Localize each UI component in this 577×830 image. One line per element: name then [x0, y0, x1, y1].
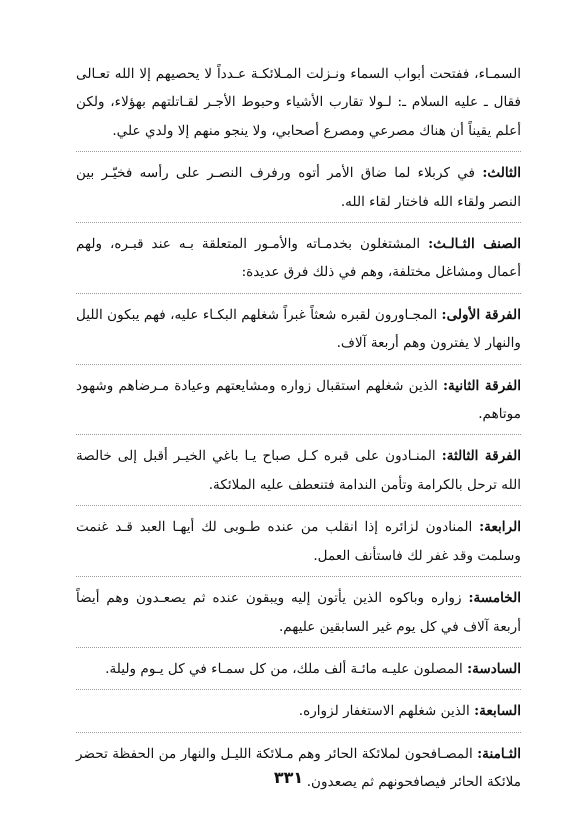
paragraph-group-4	[76, 513, 521, 570]
paragraph-group-5	[76, 584, 521, 641]
paragraph-text: المصلون عليـه مائـة ألف ملك، من كل سمـاء في كل يـوم وليلة.	[105, 660, 468, 677]
separator-rule	[76, 689, 521, 690]
paragraph-text: السمـاء، ففتحت أبواب السماء ونـزلت المـلائكـة عـدداً لا يحصيهم إلا الله تعـالى فقال ـ عليه السلام ـ: لـولا تقارب الأشياء وحبوط الأجـر لقـاتلتهم بهؤلاء، ولكن أعلم يقيناً أن هناك مصرعي ومصرع أصحابي، ولا ينجو منهم إلا ولدي علي.	[76, 66, 521, 139]
page-number: ٣٣١	[273, 768, 304, 787]
paragraph-text: المنادون لزائره إذا انقلب من عنده طـوبى لك أيهـا العبد قـد غنمت وسلمت وقد غفر لك فاستأنف العمل.	[76, 519, 521, 564]
paragraph-group-2	[76, 372, 521, 429]
paragraph-text: الذين شغلهم استقبال زواره ومشايعتهم وعيادة مـرضاهم وشهود موتاهم.	[76, 377, 521, 423]
separator-rule	[76, 505, 521, 506]
paragraph-text: المجـاورون لقبره شعثاً غبراً شغلهم البكـاء عليه، فهم يبكون الليل والنهار لا يفترون وهم أربعة آلاف.	[76, 306, 521, 352]
paragraph-lead: الخامسة:	[468, 590, 521, 607]
paragraph-lead: الثـامنة:	[477, 745, 521, 762]
paragraph-group-1	[76, 301, 521, 358]
separator-rule	[76, 434, 521, 435]
paragraph-lead: الثالث:	[482, 165, 521, 182]
paragraph-text: المصـافحون لملائكة الحائر وهم مـلائكة الليـل والنهار من الحفظة تحضر ملائكة الحائر فيصافحونهم ثم يصعدون.	[76, 745, 521, 791]
paragraph-text: المنـادون على قبره كـل صباح يـا باغي الخيـر أقبل إلى خالصة الله ترحل بالكرامة وتأمن الندامة فتنعطف عليه الملائكة.	[76, 448, 521, 493]
body-text	[76, 60, 521, 797]
separator-rule	[76, 364, 521, 365]
paragraph-lead: الصنف الثـالـث:	[428, 236, 521, 253]
paragraph-third-category	[76, 230, 521, 287]
paragraph-group-7	[76, 697, 521, 725]
paragraph-text: في كربلاء لما ضاق الأمر أتوه ورفرف النصـر على رأسه فخيّـر بين النصر ولقاء الله فاختار لقاء الله.	[76, 165, 521, 210]
paragraph-text: المشتغلون بخدمـاته والأمـور المتعلقة بـه عند قبـره، ولهم أعمال ومشاغل مختلفة، وهم في ذلك فرق عديدة:	[76, 236, 521, 281]
paragraph-lead: الفرقة الأولى:	[441, 306, 521, 323]
separator-rule	[76, 293, 521, 294]
paragraph-lead: السادسة:	[467, 660, 521, 677]
paragraph-group-6	[76, 655, 521, 683]
paragraph-text: الذين شغلهم الاستغفار لزواره.	[298, 703, 475, 720]
paragraph-lead: الرابعة:	[479, 519, 521, 536]
paragraph-lead: السابعة:	[474, 703, 521, 720]
paragraph-continuation	[76, 60, 521, 145]
paragraph-text: زواره وباكوه الذين يأتون إليه ويبقون عنده ثم يصعـدون وهم أيضاً أربعة آلاف في كل يوم غير السابقين عليهم.	[76, 590, 521, 635]
separator-rule	[76, 151, 521, 152]
paragraph-third	[76, 159, 521, 216]
paragraph-lead: الفرقة الثانية:	[442, 377, 521, 394]
separator-rule	[76, 576, 521, 577]
paragraph-group-3	[76, 442, 521, 499]
separator-rule	[76, 647, 521, 648]
separator-rule	[76, 222, 521, 223]
separator-rule	[76, 732, 521, 733]
paragraph-lead: الفرقة الثالثة:	[441, 448, 521, 465]
